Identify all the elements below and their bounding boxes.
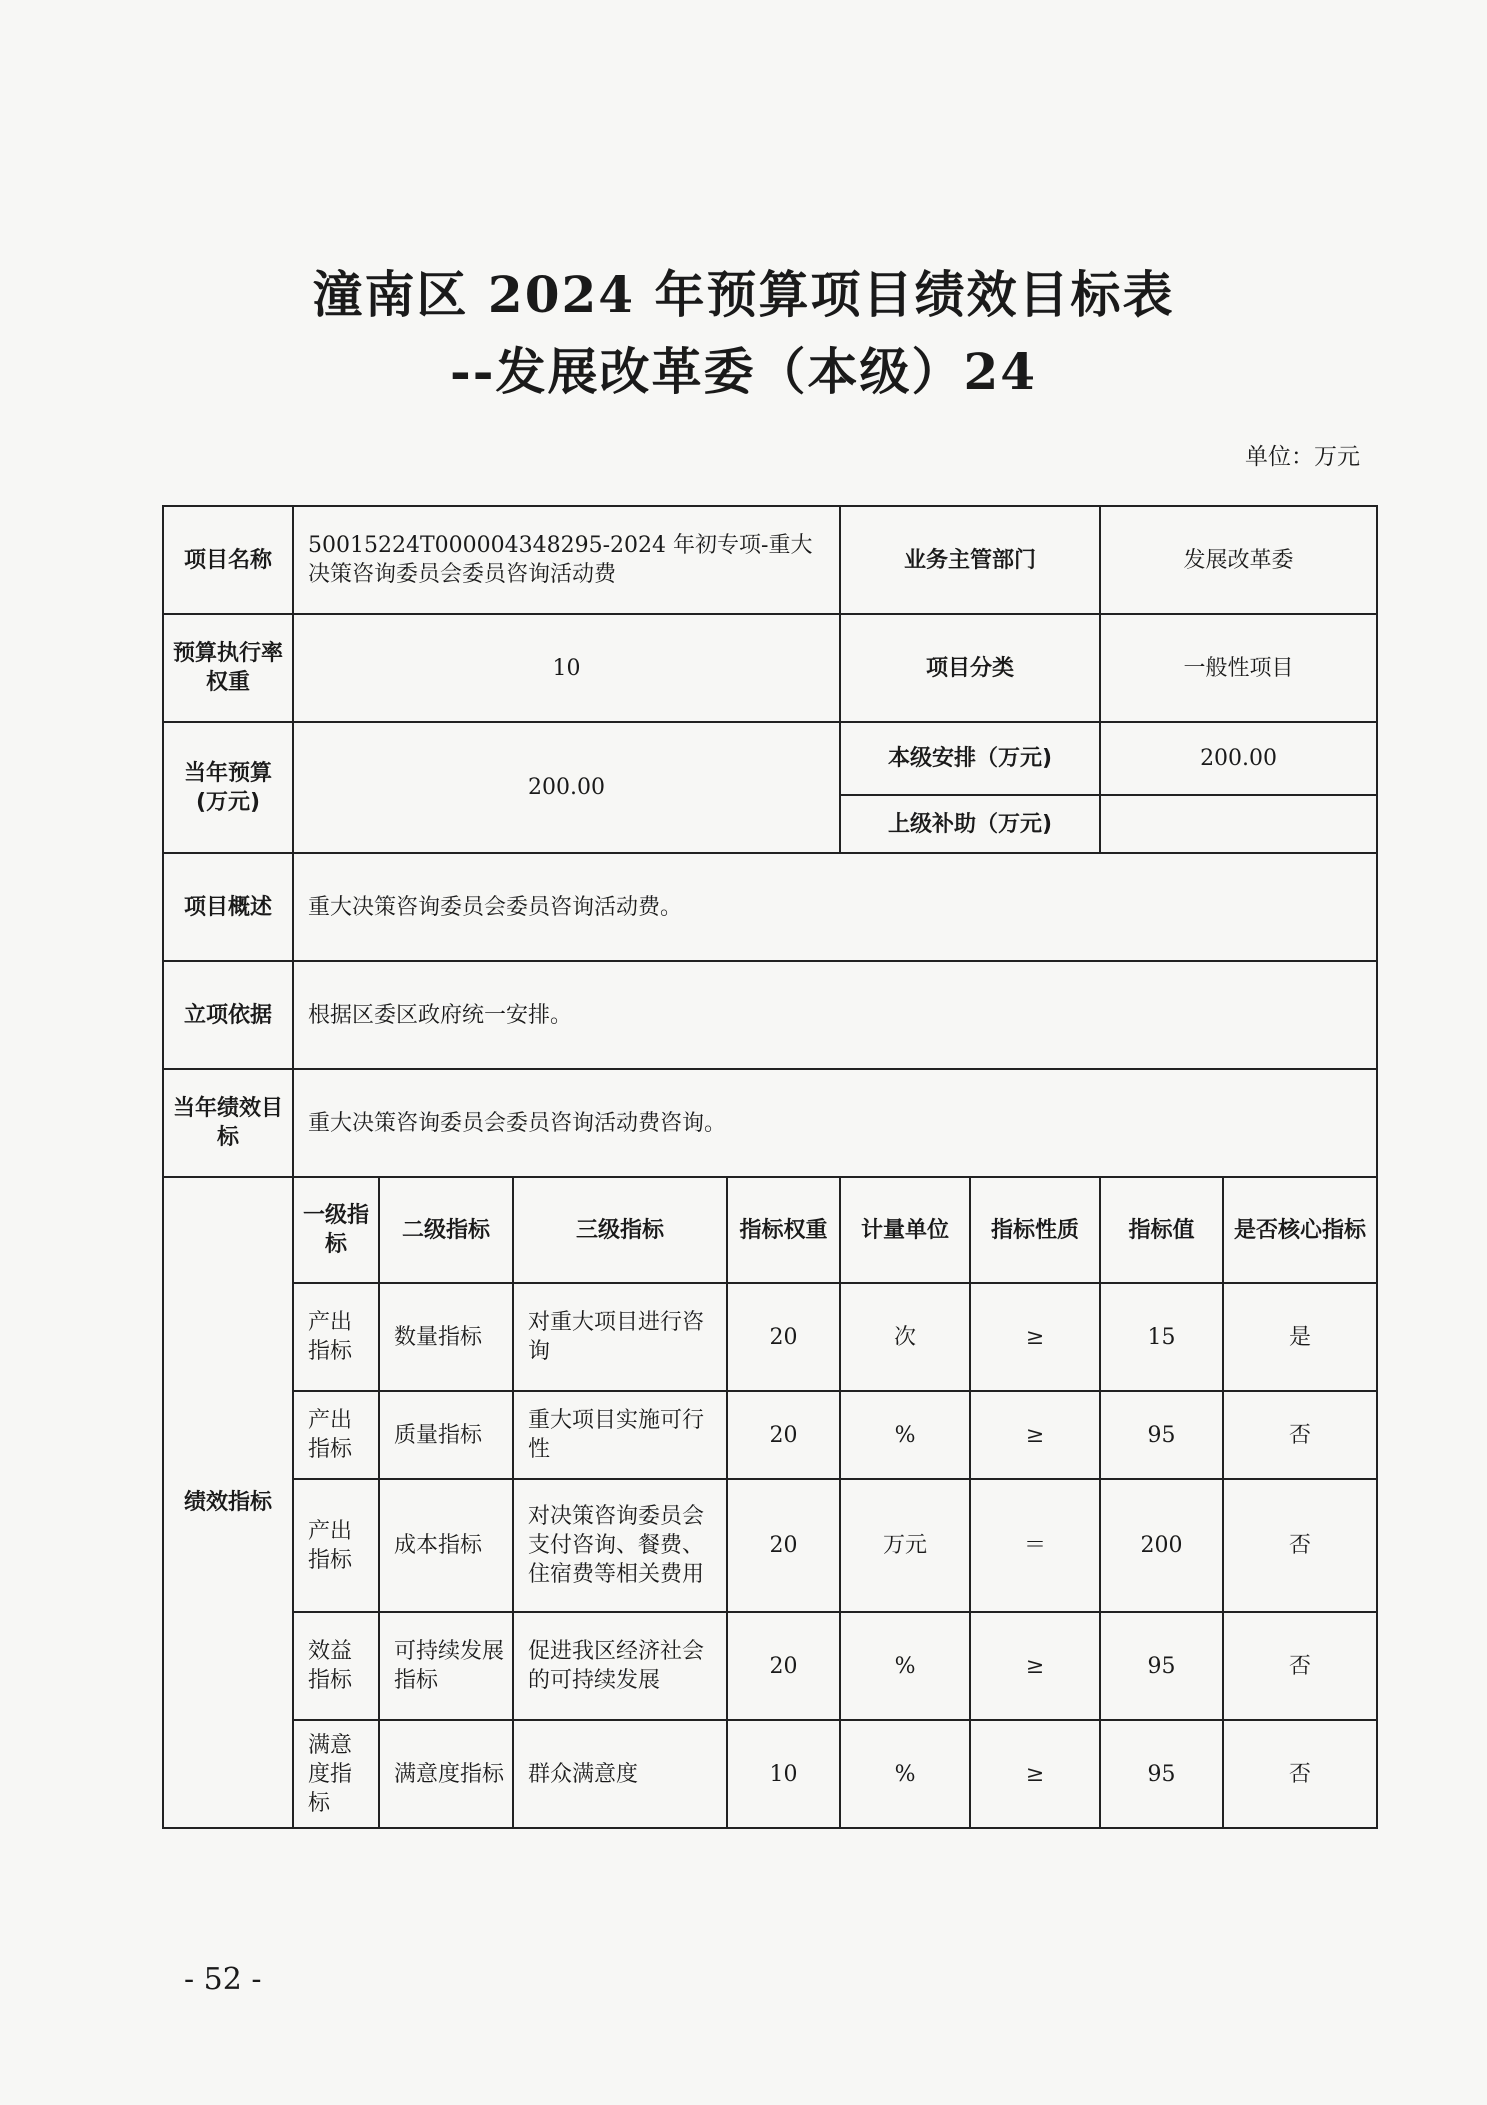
local-arrangement-label: 本级安排（万元) [840, 722, 1100, 795]
unit-cell: % [840, 1391, 970, 1479]
level3-cell: 群众满意度 [513, 1720, 727, 1828]
exec-weight-label: 预算执行率权重 [163, 614, 293, 722]
unit-cell: 次 [840, 1283, 970, 1391]
level2-cell: 质量指标 [379, 1391, 513, 1479]
level2-cell: 成本指标 [379, 1479, 513, 1612]
core-cell: 否 [1223, 1391, 1377, 1479]
indicator-row [163, 1391, 1377, 1479]
weight-cell: 20 [727, 1391, 840, 1479]
annual-goal-value: 重大决策咨询委员会委员咨询活动费咨询。 [293, 1069, 1377, 1177]
upper-subsidy-value [1100, 795, 1377, 853]
value-cell: 95 [1100, 1720, 1223, 1828]
header-level2: 二级指标 [379, 1177, 513, 1283]
weight-cell: 20 [727, 1612, 840, 1720]
nature-cell: ≥ [970, 1612, 1100, 1720]
basis-label: 立项依据 [163, 961, 293, 1069]
level1-cell: 效益指标 [293, 1612, 379, 1720]
indicator-row [163, 1720, 1377, 1828]
overview-label: 项目概述 [163, 853, 293, 961]
level1-cell: 满意度指标 [293, 1720, 379, 1828]
value-cell: 95 [1100, 1391, 1223, 1479]
local-arrangement-value: 200.00 [1100, 722, 1377, 795]
header-value: 指标值 [1100, 1177, 1223, 1283]
header-unit: 计量单位 [840, 1177, 970, 1283]
page-title: 潼南区 2024 年预算项目绩效目标表 [312, 265, 1175, 324]
nature-cell: ≥ [970, 1391, 1100, 1479]
category-label: 项目分类 [840, 614, 1100, 722]
core-cell: 否 [1223, 1479, 1377, 1612]
level2-cell: 可持续发展指标 [379, 1612, 513, 1720]
header-level1: 一级指标 [293, 1177, 379, 1283]
indicator-row [163, 1283, 1377, 1391]
nature-cell: ＝ [970, 1479, 1100, 1612]
dept-label: 业务主管部门 [840, 506, 1100, 614]
nature-cell: ≥ [970, 1720, 1100, 1828]
category-value: 一般性项目 [1100, 614, 1377, 722]
project-name-label: 项目名称 [163, 506, 293, 614]
header-level3: 三级指标 [513, 1177, 727, 1283]
dept-value: 发展改革委 [1100, 506, 1377, 614]
level1-cell: 产出指标 [293, 1283, 379, 1391]
weight-cell: 20 [727, 1283, 840, 1391]
level3-cell: 重大项目实施可行性 [513, 1391, 727, 1479]
page-number: - 52 - [184, 1962, 262, 1997]
weight-cell: 20 [727, 1479, 840, 1612]
budget-value: 200.00 [293, 722, 840, 853]
indicator-row [163, 1612, 1377, 1720]
level3-cell: 促进我区经济社会的可持续发展 [513, 1612, 727, 1720]
level2-cell: 数量指标 [379, 1283, 513, 1391]
upper-subsidy-label: 上级补助（万元) [840, 795, 1100, 853]
weight-cell: 10 [727, 1720, 840, 1828]
header-core: 是否核心指标 [1223, 1177, 1377, 1283]
page-subtitle: --发展改革委（本级）24 [449, 342, 1038, 401]
level3-cell: 对决策咨询委员会支付咨询、餐费、住宿费等相关费用 [513, 1479, 727, 1612]
project-name-value: 50015224T000004348295-2024 年初专项-重大决策咨询委员会委员咨询活动费 [293, 506, 840, 614]
unit-cell: % [840, 1612, 970, 1720]
level2-cell: 满意度指标 [379, 1720, 513, 1828]
value-cell: 95 [1100, 1612, 1223, 1720]
unit-label: 单位：万元 [1245, 444, 1360, 470]
level1-cell: 产出指标 [293, 1479, 379, 1612]
indicators-label: 绩效指标 [163, 1177, 293, 1828]
level1-cell: 产出指标 [293, 1391, 379, 1479]
performance-target-table [162, 505, 1378, 1829]
header-nature: 指标性质 [970, 1177, 1100, 1283]
core-cell: 是 [1223, 1283, 1377, 1391]
nature-cell: ≥ [970, 1283, 1100, 1391]
value-cell: 200 [1100, 1479, 1223, 1612]
level3-cell: 对重大项目进行咨询 [513, 1283, 727, 1391]
value-cell: 15 [1100, 1283, 1223, 1391]
header-weight: 指标权重 [727, 1177, 840, 1283]
indicator-row [163, 1479, 1377, 1612]
budget-label: 当年预算(万元) [163, 722, 293, 853]
overview-value: 重大决策咨询委员会委员咨询活动费。 [293, 853, 1377, 961]
annual-goal-label: 当年绩效目标 [163, 1069, 293, 1177]
exec-weight-value: 10 [293, 614, 840, 722]
unit-cell: % [840, 1720, 970, 1828]
basis-value: 根据区委区政府统一安排。 [293, 961, 1377, 1069]
unit-cell: 万元 [840, 1479, 970, 1612]
core-cell: 否 [1223, 1612, 1377, 1720]
core-cell: 否 [1223, 1720, 1377, 1828]
